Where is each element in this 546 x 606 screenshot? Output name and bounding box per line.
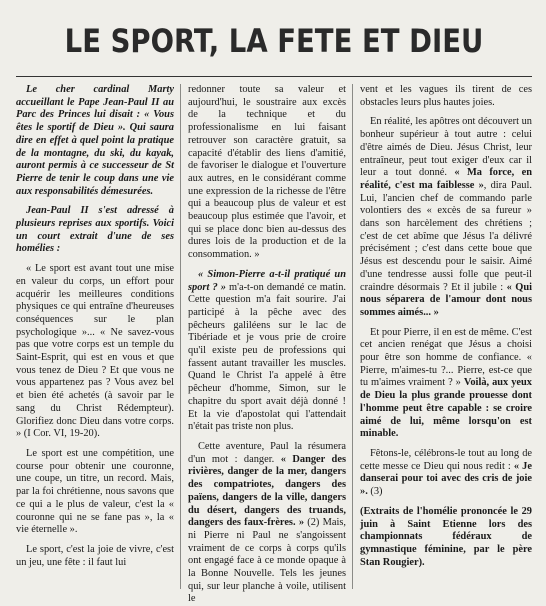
body-paragraph: vent et les vagues ils tirent de ces obstacles leurs plus hautes joies. bbox=[360, 84, 532, 108]
body-paragraph: Le sport est une compétition, une course pour obtenir une couronne, une coupe, un titre, un record. Mais, par la foi chrétienne, nous savons que ce qui a le plus de valeur, c'est la « couronne qui ne se fane pas », la « vie éternelle ». bbox=[16, 447, 174, 536]
body-text: , dira Paul. Lui, l'ancien chef de commando parle volontiers des « excès de sa fureur » dans son harcèlement des chrétiens ; c'est de cet abîme que Jésus l'a délivré précisément ; c'est dans cette boue que Jésus est descendu pour le saisir. Aimé d'une tendresse aussi folle que peut-il craindre désormais ? Et il jubile : bbox=[360, 179, 532, 293]
body-text: m'a-t-on demandé ce matin. Cette question m'a fait sourire. J'ai participé à la pêche avec des pêcheurs galiléens sur le lac de Tibériade et je vous prie de croire qu'il existe peu de professions qui fassent autant travailler les muscles. Quand le Christ l'a appelé à être pêcheur d'homme, Simon, sur le chapitre du sport avait déjà donné ! Et la vie d'apostolat qui l'attendait n'était pas triste non plus. bbox=[188, 281, 347, 433]
quote-bold: « Qui nous séparera de l'amour dont nous sommes aimés... » bbox=[360, 281, 532, 318]
credit-paragraph: (Extraits de l'homélie prononcée le 29 juin à Saint Etienne lors des championnats fédéraux de gymnastique féminine, par le père Stan Rougier). bbox=[360, 505, 532, 568]
body-paragraph bbox=[360, 448, 532, 499]
body-text: En réalité, les apôtres ont découvert un bonheur supérieur à tout autre : celui d'être aimés de Dieu. Jésus Christ, leur entraîneur, peut tout exiger d'eux car il leur a tout donné. bbox=[360, 116, 532, 179]
column-divider bbox=[352, 84, 353, 589]
body-paragraph bbox=[188, 269, 346, 434]
column-2 bbox=[188, 84, 347, 605]
column-divider bbox=[180, 84, 181, 589]
headline-rule bbox=[16, 76, 532, 77]
headline: LE SPORT, LA FETE ET DIEU bbox=[64, 22, 484, 60]
quote-bold: « Ma force, en réalité, c'est ma faiblesse » bbox=[360, 167, 532, 191]
body-paragraph: redonner toute sa valeur et aujourd'hui, le soustraire aux excès de la technique et du professionalisme en lui faisant retrouver son caractère gratuit, sa capacité d'établir des liens d'amitié, de favoriser le dialogue et l'ouverture aux autres, en le considérant comme une expression de la richesse de l'être qui a beaucoup plus de valeur et est beaucoup plus estimée que l'avoir, et qui se place donc bien au-dessus des dures lois de la production et de la consommation. » bbox=[188, 84, 346, 261]
body-text: (3) bbox=[370, 486, 383, 498]
body-text: Et pour Pierre, il en est de même. C'est cet ancien renégat que Jésus a choisi pour être son homme de confiance. « Pierre, m'aimes-tu ?... Pierre, est-ce que tu m'aimes vraiment ? » bbox=[360, 326, 532, 389]
intro-paragraph: Le cher cardinal Marty accueillant le Pape Jean-Paul II au Parc des Princes lui disait : « Vous êtes le sportif de Dieu ». Qui saura dire en effet à quel point la pratique de la montagne, du ski, du kayak, auront permis à ce successeur de St Pierre de tenir le coup dans une vie aux responsabilités démesurées. bbox=[16, 84, 174, 197]
body-paragraph: Le sport, c'est la joie de vivre, c'est un jeu, une fête : il faut lui bbox=[16, 543, 174, 568]
question-subhead: « Simon-Pierre a-t-il pratiqué un sport ? » bbox=[188, 268, 346, 293]
column-1 bbox=[16, 84, 174, 592]
quote-bold: « Danger des rivières, danger de la mer, dangers des compatriotes, dangers des païens, dangers de la ville, dangers du désert, dangers des truands, dangers des faux-frères. » bbox=[188, 453, 346, 529]
intro-paragraph-2: Jean-Paul II s'est adressé à plusieurs reprises aux sportifs. Voici un court extrait d'une de ses homélies : bbox=[16, 205, 174, 255]
body-text: (2) Mais, ni Pierre ni Paul ne s'angoissent vraiment de ce corps à corps qu'ils ont engagé face à ce monde opaque à la Bonne Nouvelle. Tels les jeunes qui, sur leur planche à voile, utilisent le bbox=[188, 517, 346, 605]
quote-bold: Voilà, aux yeux de Dieu la plus grande prouesse dont l'homme peut être capable : se croire aimé de lui, même lorsqu'on est minable. bbox=[360, 377, 532, 440]
body-paragraph bbox=[360, 116, 532, 319]
column-3 bbox=[360, 84, 532, 592]
body-text: Fêtons-le, célébrons-le tout au long de cette messe ce Dieu qui nous redit : bbox=[360, 447, 532, 472]
body-paragraph bbox=[188, 441, 346, 606]
quote-bold: « Je danserai pour toi avec des cris de joie ». bbox=[360, 460, 532, 498]
body-text: Cette aventure, Paul la résumera d'un mot : danger. bbox=[188, 440, 346, 465]
body-paragraph: « Le sport est avant tout une mise en valeur du corps, un effort pour acquérir les meilleures conditions physiques ce qui entraîne d'heureuses conséquences sur le plan psychologique »... « Ne savez-vous pas que votre corps est un temple du Saint-Esprit, qui est en vous et que vous tenez de Dieu ? Et que vous ne vous appartenez pas ? Vous avez bel et bien été achetés (à savoir par le sang du Christ Rédempteur). Glorifiez donc Dieu dans votre corps. » (I Cor. VI, 19-20). bbox=[16, 263, 174, 440]
body-paragraph bbox=[360, 327, 532, 441]
